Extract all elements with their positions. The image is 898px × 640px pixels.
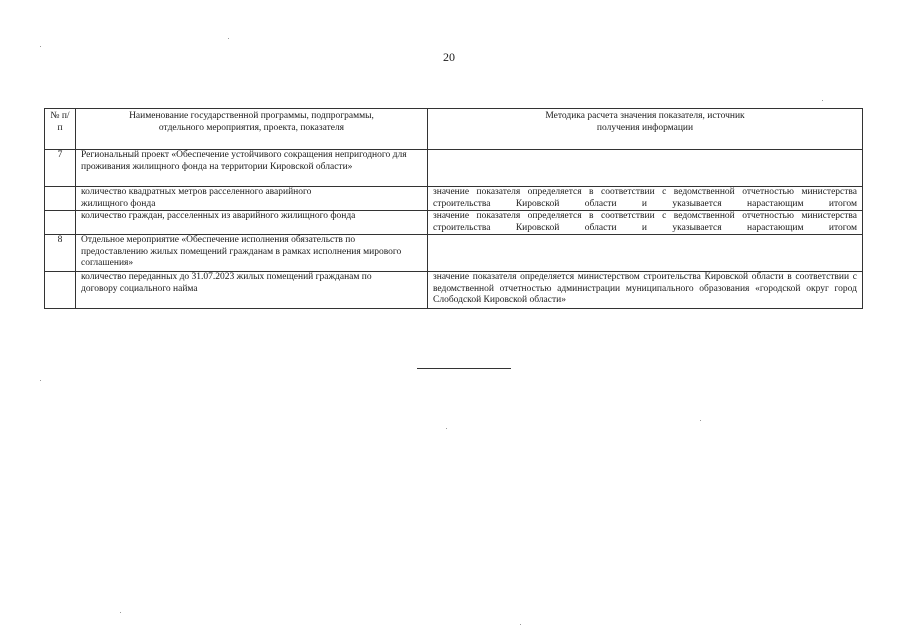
indicator-table xyxy=(44,108,863,309)
table-row xyxy=(45,150,863,187)
page-number: 20 xyxy=(443,50,455,64)
row-method xyxy=(428,235,863,272)
row-number xyxy=(45,211,76,235)
row-name: Региональный проект «Обеспечение устойчивого сокращения непригодного для проживания жилищного фонда на территории Кировской области» xyxy=(76,150,428,187)
row-number xyxy=(45,272,76,309)
row-name: количество граждан, расселенных из аварийного жилищного фонда xyxy=(76,211,428,235)
footer-divider xyxy=(417,368,511,369)
header-method: Методика расчета значения показателя, источник получения информации xyxy=(428,109,863,150)
row-name: количество переданных до 31.07.2023 жилых помещений гражданам по договору социального найма xyxy=(76,272,428,309)
row-method: значение показателя определяется в соответствии с ведомственной отчетностью министерства строительства Кировской области и указывается нарастающим итогом xyxy=(428,187,863,211)
table-row xyxy=(45,235,863,272)
table-header-row xyxy=(45,109,863,150)
header-number: № п/п xyxy=(45,109,76,150)
row-method: значение показателя определяется министерством строительства Кировской области в соответствии с ведомственной отчетностью администрации муниципального образования «городской округ город Слободской Кировской области» xyxy=(428,272,863,309)
row-method: значение показателя определяется в соответствии с ведомственной отчетностью министерства строительства Кировской области и указывается нарастающим итогом xyxy=(428,211,863,235)
row-number: 7 xyxy=(45,150,76,187)
table-row xyxy=(45,211,863,235)
row-number: 8 xyxy=(45,235,76,272)
row-number xyxy=(45,187,76,211)
table-row xyxy=(45,187,863,211)
table-row xyxy=(45,272,863,309)
row-name: Отдельное мероприятие «Обеспечение исполнения обязательств по предоставлению жилых помещений гражданам в рамках исполнения мирового соглашения» xyxy=(76,235,428,272)
header-name: Наименование государственной программы, подпрограммы, отдельного мероприятия, проекта, показателя xyxy=(76,109,428,150)
row-method xyxy=(428,150,863,187)
row-name: количество квадратных метров расселенного аварийного жилищного фонда xyxy=(76,187,428,211)
